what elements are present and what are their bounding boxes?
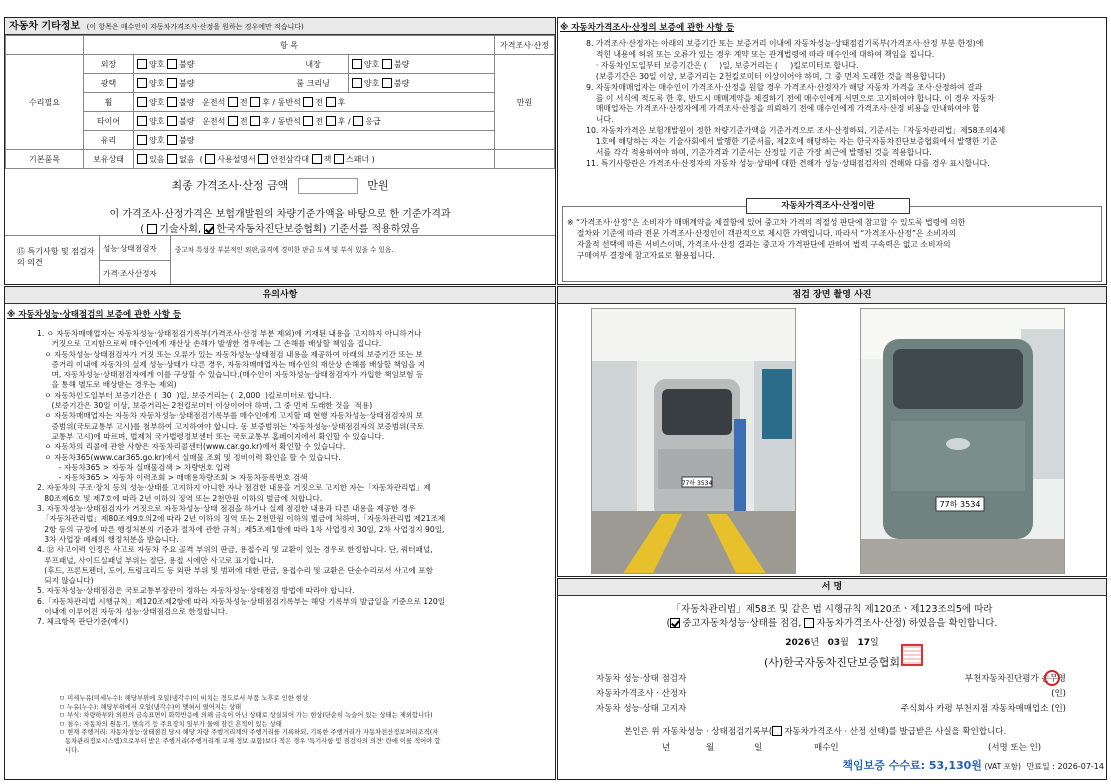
option-label: 양호 (149, 135, 165, 145)
signer-row (596, 687, 1066, 702)
option-label: 불량 (179, 116, 195, 126)
front-photo-image (592, 309, 796, 574)
notice-line: 6.「자동차관리법 시행규칙」제120조제2항에 따라 자동차성능·상태점검기록부는 해당 기록부의 발급일을 기준으로 120일 (37, 596, 446, 606)
sign-day: 17 (857, 638, 870, 648)
notice-line: ㅇ 자동차인도일부터 보증기간은 ( 30 )일, 보증거리는 ( 2,000 )킬로미터로 합니다. (37, 390, 332, 400)
notice-line: 되지 않습니다) (37, 576, 94, 586)
rear-photo (860, 308, 1065, 574)
other-info-note: (이 항목은 매수인이 자동차가격조사·산정을 원하는 경우에만 적습니다) (86, 23, 304, 31)
notice-line: 2항 등의 규정에 따른 행정처분의 기준과 절차에 관한 규칙」제5조제1항에 따라 1차 사업정지 30일, 2차 사업정지 90일, (37, 524, 445, 534)
checkbox[interactable] (137, 59, 147, 69)
issue-line (624, 725, 1006, 737)
guarantee-item: 매매업자는 가격조사·산정자에게 가격조사·산정을 의뢰하기 전에 매수인에게 가격조사·산정 비용을 안내하여야 합 (586, 104, 980, 114)
signer-row (596, 702, 1066, 717)
option-label: 전 (239, 116, 248, 126)
checkbox[interactable] (352, 59, 362, 69)
notice-line: ㅇ 자동차성능·상태점검자가 거짓 또는 오류가 있는 자동차성능·상태점검 내용을 제공하여 아래의 보증기간 또는 보 (37, 349, 423, 359)
photos-title: 점검 장면 촬영 사진 (558, 287, 1106, 304)
notice-line: 「자동차관리법」제80조제9호의2에 따라 2년 이하의 징역 또는 2천만원 이하의 벌금에 처하며,「자동차관리법 제21조제 (37, 514, 446, 524)
option-label: 사용설명서 (217, 154, 256, 164)
other-info-panel (4, 17, 556, 285)
tire-label: 타이어 (84, 112, 134, 131)
option-label: 양호 (149, 116, 165, 126)
sign-year: 2026 (785, 638, 811, 648)
checkbox[interactable] (352, 78, 362, 88)
bottom-day: 일 (754, 743, 763, 753)
notice-small-line: 니다. (59, 746, 80, 754)
option-label: 양호 (149, 78, 165, 88)
guarantee-item: 10. 자동차가격은 보험개발원이 정한 차량기준가액을 기준가격으로 조사·산정하되, 기준서는「자동차관리법」제58조의4제 (586, 126, 1006, 136)
option-label: 전 (239, 97, 248, 107)
special-label: ⑮ 특기사항 및 점검자의 의견 (17, 247, 95, 267)
sign-org: (사)한국자동차진단보증협회 (763, 656, 901, 669)
signer-label: 자동차 성능·상태 점검자 (596, 674, 687, 684)
buyer-label: 매수인 (814, 743, 839, 753)
inspector-label: 성능·상태점검자 (99, 236, 171, 261)
checkbox[interactable] (303, 97, 313, 107)
final-price-label: 최종 가격조사·산정 금액 (171, 179, 289, 192)
notice-line: 교통부 고시)에 따르며, 법제처 국가법령정보센터 또는 국토교통부 홈페이지에서 확인할 수 있습니다. (37, 431, 385, 441)
notice-list (37, 329, 553, 628)
checkbox[interactable] (228, 97, 238, 107)
pricing-label: 자동차가격조사·산정) 하였음을 확인합니다. (816, 618, 998, 629)
notice-line: 거짓으로 고지함으로써 매수인에게 재산상 손해가 발생한 경우에는 그 손해를 배상할 책임을 집니다. (37, 339, 382, 349)
plate-rear: 77하 3534 (939, 500, 981, 509)
driver-label: 운전석 (202, 97, 226, 107)
checkbox[interactable] (167, 135, 177, 145)
option-label: 불량 (179, 135, 195, 145)
option-label: 불량 (179, 97, 195, 107)
notice-line: 루프패널, 사이드실패널 부위는 절단, 용접 시에만 사고로 표기합니다. (37, 555, 274, 565)
checkbox[interactable] (303, 116, 313, 126)
notice-line: 1. ㅇ 자동차매매업자는 자동차성능·상태점검기록부(가격조사·산정 부분 제외)에 기재된 내용을 고지하지 아니하거나 (37, 329, 422, 338)
checkbox[interactable] (250, 97, 260, 107)
table-row (6, 150, 555, 169)
guarantee-title: ※ 자동차가격조사·산정의 보증에 관한 사항 등 (560, 23, 735, 33)
notice-line: - 자동차365 > 자동차 실매물검색 > 차량번호 입력 (37, 462, 231, 472)
notice-small-line: ㅁ 부식: 차량하부와 외판의 금속표면이 화학반응에 의해 금속이 아닌 상태로 상실되어 가는 현상(단순히 녹슬어 있는 상태는 제외합니다) (59, 712, 433, 720)
checkbox-pricing[interactable] (804, 618, 814, 628)
keep-label: 보유상태 (84, 150, 134, 169)
basis-line1: 이 가격조사·산정가격은 보험개발원의 차량기준가액을 바탕으로 한 기준가격과 (109, 209, 451, 220)
guarantee-item: 니다. (586, 115, 614, 125)
notice-line: (보증기간은 30일 이상, 보증거리는 2천킬로미터 이상이어야 하며, 그 중 먼저 도래한 것을 적용) (37, 401, 373, 411)
glass-label: 유리 (84, 131, 134, 150)
guarantee-box-title: 자동차가격조사·산정이란 (746, 198, 910, 214)
option-label: 양호 (363, 59, 380, 69)
final-price-row (5, 177, 555, 194)
inspector-note: 중고차 특성상 부분적인 외판,골격에 경미한 판금 도색 및 부식 있을 수 있음. (175, 246, 394, 254)
performance-label: 중고자동차성능·상태를 점검, (682, 618, 802, 629)
guarantee-box (562, 206, 1102, 282)
table-row (6, 36, 555, 55)
bottom-year: 년 (662, 743, 671, 753)
sign-line1: 「자동차관리법」제58조 및 같은 법 시행규칙 제120조ㆍ제123조의5에 따라 (671, 604, 993, 615)
notice-line: 5. 자동차성능·상태점검은 국토교통부장관이 정하는 자동차성능·상태점검 방법에 따라야 합니다. (37, 586, 355, 596)
fee-vat: (VAT 포함) (984, 762, 1021, 771)
option-label: 안전삼각대 (270, 154, 310, 164)
option-label: 불량 (393, 78, 410, 88)
plate-front: 77하 3534 (681, 480, 713, 487)
passenger-label: 동반석 (277, 97, 301, 107)
option-label: 전 (315, 116, 324, 126)
issue-text-a: 본인은 위 자동차성능 · 상태점검기록부( (624, 727, 773, 737)
sign-or-seal: (서명 또는 인) (988, 743, 1042, 753)
checkbox[interactable] (167, 78, 177, 88)
option-label: 스패너 (345, 154, 370, 164)
table-row (6, 74, 555, 93)
option-label: 불량 (179, 59, 195, 69)
gloss-label: 광택 (84, 74, 134, 93)
notice-line: ㅇ 자동차매매업자는 자동차 자동차성능·상태점검기록부를 매수인에게 고지할 때 현행 자동차성능·상태점검자의 보 (37, 411, 423, 421)
paren: ( (199, 154, 203, 164)
option-label: 불량 (393, 59, 410, 69)
fee-row (558, 757, 1104, 773)
checkbox[interactable] (167, 116, 177, 126)
sign-month: 03 (827, 638, 841, 648)
checkbox-kaa[interactable] (204, 224, 214, 234)
notice-line: 을 통해 별도로 배상받는 경우는 제외) (37, 380, 177, 390)
checkbox[interactable] (167, 59, 177, 69)
notice-line: ㅇ 자동차의 리콜에 관한 사항은 자동차리콜센터(www.car.go.kr)에서 확인할 수 있습니다. (37, 442, 346, 452)
option-label: 응급 (365, 116, 381, 126)
checkbox[interactable] (167, 97, 177, 107)
notice-small-list (59, 695, 553, 755)
guarantee-box-line: 구매여부 결정에 참고자료로 활용됩니다. (567, 251, 715, 260)
other-info-header (5, 18, 555, 35)
issue-text-b: 자동차가격조사 · 산정 선택)를 발급받은 사실을 확인합니다. (784, 727, 1007, 737)
notice-line: - 자동차365 > 자동차 이력조회 > 매매용차량조회 > 자동차등록번호 검색 (37, 473, 308, 483)
rear-photo-image (861, 309, 1065, 574)
checkbox[interactable] (137, 116, 147, 126)
group-repair-label: 수리필요 (6, 55, 84, 150)
notice-line: 2. 자동차의 구조·장치 등의 성능·상태를 고지하지 아니한 자나 점검한 내용을 거짓으로 고지한 자는「자동차관리법」제 (37, 483, 431, 493)
other-info-table (5, 35, 555, 169)
col-price-header: 가격조사·산정 (495, 36, 555, 55)
notice-line: 증거리 이내에 자동차의 실제 성능·상태가 다른 경우, 자동차매매업자는 매수인의 재산상 손해를 배상할 책임을 지 (37, 359, 426, 369)
notice-line: 80조제6호 및 제7호에 따라 2년 이하의 징역 또는 2천만원 이하의 벌금에 처합니다. (37, 493, 323, 503)
table-row (6, 131, 555, 150)
pricer-label: 가격·조사산정자 (99, 261, 171, 285)
guarantee-box-list (567, 217, 1097, 261)
checkbox[interactable] (326, 97, 336, 107)
paren: ) (371, 154, 375, 164)
signer-value: 주식회사 카펑 부천지점 자동차매매업소 (인) (900, 704, 1066, 714)
notice-line: 며, 자동차성능·상태점검자에게 이를 구상할 수 있습니다.(매수인이 자동차성능·상태점검자가 가입한 책임보험 등 (37, 370, 424, 380)
guarantee-list (586, 39, 1106, 170)
guarantee-box-line: 자율적 선택에 따른 서비스이며, 가격조사·산정 결과는 중고자 가격판단에 관하여 법적 구속력은 없고 소비자의 (567, 240, 951, 249)
option-label: 양호 (363, 78, 380, 88)
inspector-seal-icon (1044, 670, 1060, 686)
notice-line: ㅇ 자동차365(www.car365.go.kr)에서 실매물 조회 및 정비이력 확인을 할 수 있습니다. (37, 452, 341, 462)
notice-line: 4. ⑫ 사고이력 인정은 사고로 자동차 주요 골격 부위의 판금, 용접수리 및 교환이 있는 경우로 한정합니다. 단, 쿼터패널, (37, 545, 433, 555)
option-label: 양호 (149, 97, 165, 107)
guarantee-item: 11. 특기사항란은 가격조사·산정자의 자동차 성능·상태에 대한 견해가 성능·상태점검자의 견해와 다를 경우 표시합니다. (586, 158, 990, 168)
guarantee-item: (보증기간은 30일 이상, 보증거리는 2천킬로미터 이상이어야 하며, 그 중 먼저 도래한 것을 적용합니다) (586, 71, 946, 81)
final-price-unit: 만원 (367, 179, 389, 192)
signer-value: 부천자동차진단평가 손무영 (964, 674, 1066, 684)
checkbox[interactable] (205, 154, 215, 164)
option-label: 있음 (149, 154, 165, 164)
guarantee-item: 적힌 내용에 허위 또는 오류가 있는 경우 계약 또는 관계법령에 따라 매수인에 대하여 책임을 집니다. (586, 49, 935, 59)
notice-line: 증범위(국토교통부 고시)를 첨부하여 고지하여야 합니다. 동 보증범위는 '자동차성능·상태점검자의 보증범위(국토 (37, 421, 425, 431)
basis-line2: ( 기술사회, 한국자동차진단보증협회) 기준서를 적용하였음 (140, 224, 420, 235)
photos-panel (557, 286, 1107, 577)
special-section (5, 235, 555, 285)
org-seal-icon (901, 644, 923, 666)
checkbox[interactable] (353, 116, 363, 126)
guarantee-item: 9. 자동차매매업자는 매수인이 가격조사·산정을 원할 경우 가격조사·산정자가 해당 자동차 가격을 조사·산정하여 결과 (586, 82, 983, 92)
sign-date (558, 635, 1106, 648)
option-label: 전 (315, 97, 324, 107)
guarantee-panel (557, 17, 1107, 285)
notice-small-line: ㅁ 침수: 자동차의 원동기, 변속기 등 주요장치 일부가 물에 잠긴 흔적이 있는 상태 (59, 720, 282, 728)
ext-label: 외장 (84, 55, 134, 74)
guarantee-item: · 자동차인도일부터 보증기간은 ( )일, 보증거리는 ( )킬로미터로 합니다. (586, 60, 859, 70)
notice-small-line: ㅁ 현재 주행거리: 자동차성능·상태점검 당시 해당 차량 주행거리계의 주행거리를 기록하되, 기록한 주행거리가 자동차전산정보처리조직(자 (59, 729, 439, 737)
checkbox[interactable] (137, 135, 147, 145)
final-price-input[interactable] (298, 178, 358, 194)
guarantee-item: 8. 가격조사·산정자는 아래의 보증기간 또는 보증거리 이내에 자동차성능·상태점검기록부(가격조사·산정 부분 한정)에 (586, 39, 984, 48)
notice-subtitle: ※ 자동차성능·상태점검의 보증에 관한 사항 등 (7, 310, 182, 320)
signer-rows (596, 672, 1066, 717)
col-item-header: 항 목 (84, 36, 495, 55)
wheel-label: 휠 (84, 93, 134, 112)
option-label: 불량 (179, 78, 195, 88)
checkbox[interactable] (312, 154, 322, 164)
checkbox[interactable] (382, 78, 392, 88)
notice-line: 7. 체크항목 판단기준(예시) (37, 617, 129, 627)
notice-small-line: ㅁ 누유(누수): 해당부위에서 오일(냉각수)이 맺혀서 떨어지는 상태 (59, 703, 242, 711)
table-row: 타이어 양호 불량 운전석 전 후 / 동반석 전 후 / 응급 (6, 112, 555, 131)
basis-kaa-label: 한국자동차진단보증협회) 기준서를 적용하였음 (216, 224, 420, 235)
interior-label: 내장 (278, 55, 348, 74)
checkbox[interactable] (250, 116, 260, 126)
notice-line: 3. 자동차성능·상태점검자가 거짓으로 자동차성능·상태 점검을 하거나 실제 점검한 내용과 다른 내용을 제공한 경우 (37, 504, 416, 514)
option-label: 후 (262, 97, 270, 107)
guarantee-item: 1호에 해당하는 자는 기술사회에서 발행한 기준서를, 제2호에 해당하는 자는 한국자동차진단보증협회에서 발행한 기준 (586, 137, 998, 147)
repair-price: 만원 (495, 55, 555, 150)
notice-title: 유의사항 (5, 287, 555, 304)
guarantee-box-line: 절차와 기준에 따라 전문 가격조사·산정인이 객관적으로 제시한 가액입니다. 따라서 “가격조사·산정”은 소비자의 (567, 229, 957, 238)
checkbox-performance[interactable] (670, 618, 680, 628)
checkbox[interactable] (137, 97, 147, 107)
guarantee-box-line: ※ “가격조사·산정”은 소비자가 매매계약을 체결함에 있어 중고차 가격의 적절성 판단에 참고할 수 있도록 법령에 의한 (567, 218, 966, 227)
room-cleaning-label: 룸 크리닝 (278, 74, 348, 93)
checkbox[interactable] (167, 154, 177, 164)
notice-panel (4, 286, 556, 780)
signer-label: 자동차가격조사ㆍ산정자 (596, 689, 687, 699)
month-unit: 월 (840, 638, 849, 648)
fee-label: 책임보증 수수료: 53,130원 (842, 759, 982, 772)
checkbox[interactable] (382, 59, 392, 69)
expiry: 만료일 : 2026-07-14 (1026, 762, 1104, 771)
notice-line: (후드, 프론트펜더, 도어, 트렁크리드 등 외판 부위 및 범퍼에 대한 판금, 용접수리 및 교환은 단순수리로서 사고에 포함 (37, 565, 433, 575)
checkbox-tech[interactable] (147, 224, 157, 234)
checkbox[interactable] (334, 154, 344, 164)
notice-line: 이내에 이루어진 자동차 성능·상태점검으로 한정합니다. (37, 607, 228, 617)
day-unit: 일 (870, 638, 879, 648)
sign-title: 서 명 (558, 579, 1106, 596)
front-photo (591, 308, 796, 574)
guarantee-item: 를 이 서식에 적도록 한 후, 반드시 매매계약을 체결하기 전에 매수인에게 서면으로 고지하여야 합니다. 이 경우 자동차 (586, 93, 995, 103)
other-info-title: 자동차 기타정보 (9, 21, 81, 32)
driver-label: 운전석 (202, 116, 226, 126)
signer-row (596, 672, 1066, 687)
passenger-label: 동반석 (277, 116, 301, 126)
checkbox-issue[interactable] (772, 726, 782, 736)
option-label: 후 (337, 97, 346, 107)
checkbox[interactable] (137, 78, 147, 88)
group-basic-label: 기본품목 (6, 150, 84, 169)
basis-tech-label: 기술사회, (159, 224, 202, 235)
signer-value: (인) (1051, 689, 1066, 699)
signer-label: 자동차 성능·상태 고지자 (596, 704, 687, 714)
sign-line2 (558, 615, 1106, 629)
year-unit: 년 (810, 638, 820, 648)
checkbox[interactable] (228, 116, 238, 126)
checkbox[interactable] (258, 154, 268, 164)
option-label: 양호 (149, 59, 165, 69)
sign-panel (557, 578, 1107, 780)
notice-small-line: 동차관리정보시스템)으로부터 받은 주행거리(주행거리계 교체 정보 포함)보다 적은 경우 '특기사항 및 점검자의 의견' 란에 이를 적어야 합 (59, 737, 441, 745)
notice-small-line: ㅁ 미세누유(미세누수): 해당부위에 오일(냉각수)이 비치는 정도로서 부품 노후로 인한 현상 (59, 695, 308, 702)
option-label: 잭 (323, 154, 332, 164)
paren: ( (666, 618, 671, 629)
guarantee-item: 서를 각각 적용하여야 하며, 기준가격과 기준서는 산정일 기준 가장 최근에 발행된 것을 적용합니다. (586, 148, 932, 158)
checkbox[interactable] (137, 154, 147, 164)
notice-line: 3차 사업장 폐쇄의 행정처분을 받습니다. (37, 534, 179, 544)
table-row: 휠 양호 불량 운전석 전 후 / 동반석 전 후 (6, 93, 555, 112)
option-label: 후 / (337, 116, 351, 126)
bottom-month: 월 (706, 743, 715, 753)
option-label: 없음 (179, 154, 195, 164)
checkbox[interactable] (326, 116, 336, 126)
table-row (6, 55, 555, 74)
option-label: 후 (262, 116, 270, 126)
